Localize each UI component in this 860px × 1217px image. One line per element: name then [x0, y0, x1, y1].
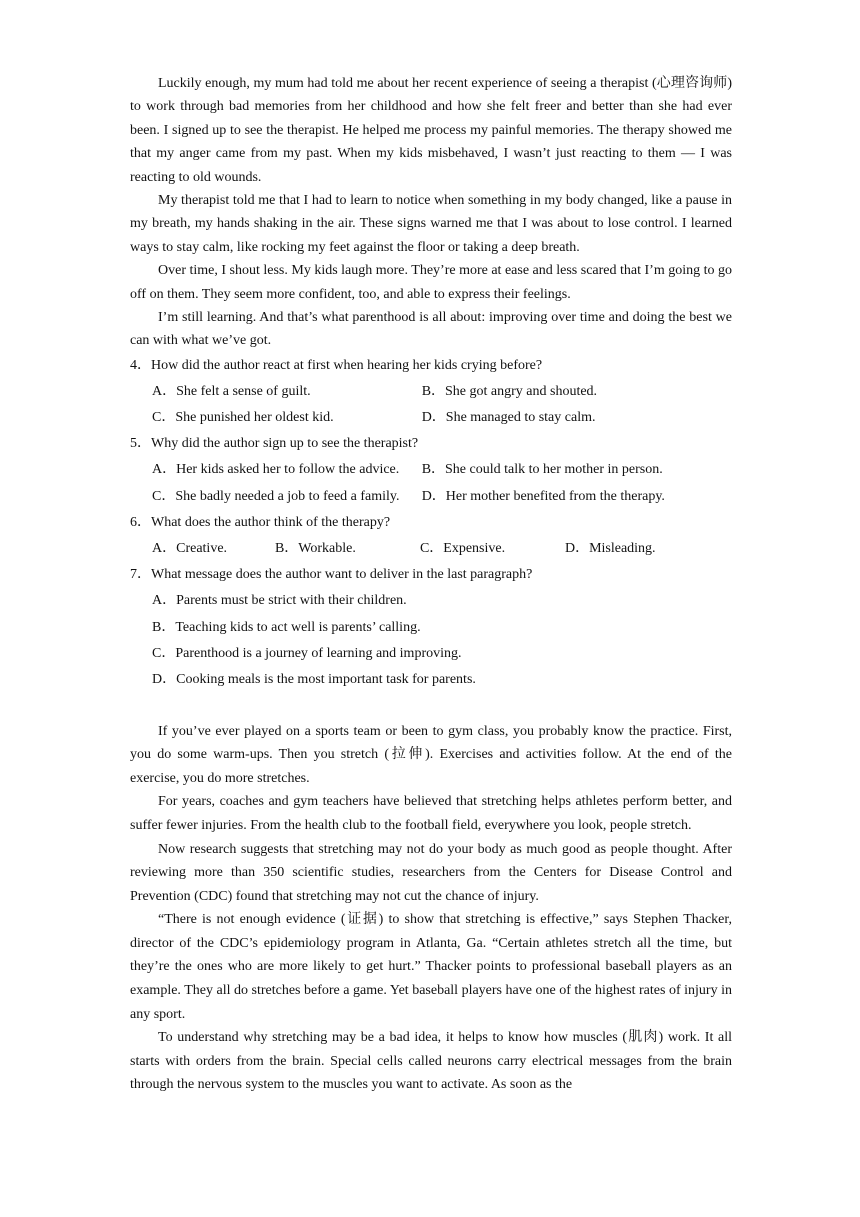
- question-stem: [130, 431, 732, 457]
- question-number: 7．: [130, 567, 151, 583]
- option-list: [130, 457, 732, 510]
- option-list: [130, 379, 732, 432]
- question-number: 5．: [130, 436, 151, 452]
- passage-2-paragraph: To understand why stretching may be a bad idea, it helps to know how muscles (肌肉) work. It all starts with orders from the brain. Special cells called neurons carry electrical messages from the brain through the nervous system to the muscles you want to activate. As soon as the: [130, 1030, 732, 1093]
- option-c: C．She punished her oldest kid.: [152, 410, 334, 426]
- option-d: D．Her mother benefited from the therapy.: [421, 488, 665, 504]
- question-7: [130, 562, 732, 693]
- passage-1-paragraph: Luckily enough, my mum had told me about her recent experience of seeing a therapist (心理咨询师) to work through bad memories from her childhood and how she felt freer and better than she had ever been. I signed up to see the therapist. He helped me process my painful memories. The therapy showed me that my anger came from my past. When my kids misbehaved, I wasn’t just reacting to them — I was reacting to old wounds.: [130, 76, 732, 185]
- option-c: C．She badly needed a job to feed a family.: [152, 488, 400, 504]
- option-b: B．Teaching kids to act well is parents’ calling.: [152, 619, 421, 635]
- option-a: A．Her kids asked her to follow the advice.: [152, 462, 400, 478]
- section-spacer: [130, 694, 732, 720]
- question-4: [130, 353, 732, 432]
- question-stem: [130, 562, 732, 588]
- passage-1: [130, 72, 732, 353]
- question-stem: [130, 353, 732, 379]
- option-b: B．She got angry and shouted.: [421, 383, 598, 399]
- question-number: 4．: [130, 357, 151, 373]
- passage-1-paragraph: My therapist told me that I had to learn to notice when something in my body changed, like a pause in my breath, my hands shaking in the air. These signs warned me that I was about to lose control. I learned ways to stay calm, like rocking my feet against the floor or taking a deep breath.: [130, 193, 732, 255]
- option-a: A．Parents must be strict with their children.: [152, 593, 407, 609]
- passage-1-paragraph: I’m still learning. And that’s what parenthood is all about: improving over time and doing the best we can with what we’ve got.: [130, 310, 732, 349]
- question-text: What message does the author want to deliver in the last paragraph?: [151, 567, 533, 583]
- option-b: B．She could talk to her mother in person.: [421, 462, 663, 478]
- option-d: D．Misleading.: [564, 541, 656, 557]
- question-5: [130, 431, 732, 510]
- question-text: How did the author react at first when hearing her kids crying before?: [151, 357, 543, 373]
- question-text: What does the author think of the therapy?: [151, 515, 391, 531]
- question-number: 6．: [130, 515, 151, 531]
- option-a: A．Creative.: [152, 541, 228, 557]
- option-c: C．Parenthood is a journey of learning and improving.: [152, 645, 462, 661]
- option-c: C．Expensive.: [419, 541, 506, 557]
- passage-2-paragraph: For years, coaches and gym teachers have believed that stretching helps athletes perform better, and suffer fewer injuries. From the health club to the football field, everywhere you look, people stretch.: [130, 794, 732, 833]
- option-list: [130, 588, 732, 693]
- option-list: [130, 536, 732, 562]
- question-6: [130, 510, 732, 562]
- option-b: B．Workable.: [274, 541, 356, 557]
- passage-1-paragraph: Over time, I shout less. My kids laugh more. They’re more at ease and less scared that I’m going to go off on them. They seem more confident, too, and able to express their feelings.: [130, 263, 732, 302]
- passage-2-paragraph: If you’ve ever played on a sports team or been to gym class, you probably know the practice. First, you do some warm-ups. Then you stretch (拉伸). Exercises and activities follow. At the end of the exercise, you do more stretches.: [130, 723, 732, 786]
- passage-2-paragraph: “There is not enough evidence (证据) to show that stretching is effective,” says Stephen Thacker, director of the CDC’s epidemiology program in Atlanta, Ga. “Certain athletes stretch all the time, but they’re the ones who are more likely to get hurt.” Thacker points to professional baseball players as an example. They all do stretches before a game. Yet baseball players have one of the highest rates of injury in any sport.: [130, 912, 732, 1022]
- question-text: Why did the author sign up to see the therapist?: [151, 436, 419, 452]
- option-a: A．She felt a sense of guilt.: [152, 383, 311, 399]
- option-d: D．Cooking meals is the most important task for parents.: [152, 672, 476, 688]
- passage-2-paragraph: Now research suggests that stretching may not do your body as much good as people thought. After reviewing more than 350 scientific studies, researchers from the Centers for Disease Control and Prevention (CDC) found that stretching may not cut the chance of injury.: [130, 841, 732, 904]
- option-d: D．She managed to stay calm.: [421, 410, 596, 426]
- question-stem: [130, 510, 732, 536]
- document-page: [130, 72, 732, 1097]
- passage-2: [130, 720, 732, 1098]
